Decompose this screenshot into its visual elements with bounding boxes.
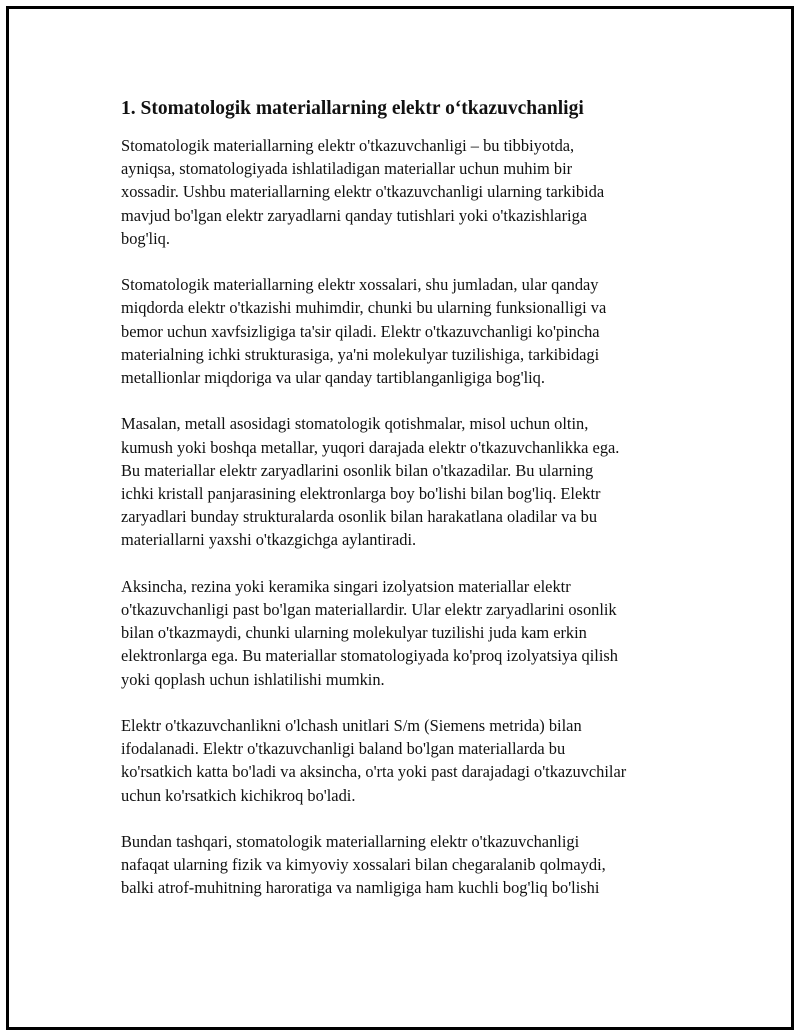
paragraph-line: metallionlar miqdoriga va ular qanday tartiblanganligiga bog'liq. bbox=[121, 368, 545, 388]
paragraph-line: ifodalanadi. Elektr o'tkazuvchanligi baland bo'lgan materiallarda bu bbox=[121, 739, 566, 759]
paragraph-line: kumush yoki boshqa metallar, yuqori darajada elektr o'tkazuvchanlikka ega. bbox=[121, 437, 620, 457]
paragraph-list bbox=[121, 134, 711, 900]
paragraph-line: balki atrof-muhitning haroratiga va namligiga ham kuchli bog'liq bo'lishi bbox=[121, 878, 600, 898]
paragraph-line: bilan o'tkazmaydi, chunki ularning molekulyar tuzilishi juda kam erkin bbox=[121, 623, 587, 643]
paragraph-line: Stomatologik materiallarning elektr o'tkazuvchanligi – bu tibbiyotda, bbox=[121, 136, 575, 155]
paragraph bbox=[121, 714, 711, 807]
paragraph bbox=[121, 412, 711, 551]
paragraph-line: Stomatologik materiallarning elektr xossalari, shu jumladan, ular qanday bbox=[121, 275, 599, 295]
paragraph-line: ko'rsatkich katta bo'ladi va aksincha, o'rta yoki past darajadagi o'tkazuvchilar bbox=[121, 762, 627, 782]
paragraph-line: materialning ichki strukturasiga, ya'ni molekulyar tuzilishiga, tarkibidagi bbox=[121, 344, 600, 364]
paragraph-line: Masalan, metall asosidagi stomatologik qotishmalar, misol uchun oltin, bbox=[121, 414, 589, 434]
paragraph-line: o'tkazuvchanligi past bo'lgan materiallardir. Ular elektr zaryadlarini osonlik bbox=[121, 600, 617, 620]
paragraph-line: Aksincha, rezina yoki keramika singari izolyatsion materiallar elektr bbox=[121, 576, 571, 596]
paragraph-line: bog'liq. bbox=[121, 228, 170, 248]
paragraph bbox=[121, 575, 711, 691]
paragraph-line: bemor uchun xavfsizligiga ta'sir qiladi. Elektr o'tkazuvchanligi ko'pincha bbox=[121, 321, 600, 341]
paragraph-line: miqdorda elektr o'tkazishi muhimdir, chunki bu ularning funksionalligi va bbox=[121, 298, 607, 318]
paragraph-line: Bu materiallar elektr zaryadlarini osonlik bilan o'tkazadilar. Bu ularning bbox=[121, 460, 594, 480]
paragraph-line: nafaqat ularning fizik va kimyoviy xossalari bilan chegaralanib qolmaydi, bbox=[121, 855, 606, 875]
paragraph-line: zaryadlari bunday strukturalarda osonlik bilan harakatlana oladilar va bu bbox=[121, 507, 598, 527]
paragraph-line: Elektr o'tkazuvchanlikni o'lchash unitlari S/m (Siemens metrida) bilan bbox=[121, 716, 582, 736]
paragraph-line: xossadir. Ushbu materiallarning elektr o'tkazuvchanligi ularning tarkibida bbox=[121, 182, 605, 202]
paragraph-line: ayniqsa, stomatologiyada ishlatiladigan materiallar uchun muhim bir bbox=[121, 159, 573, 179]
paragraph-line: ichki kristall panjarasining elektronlarga boy bo'lishi bilan bog'liq. Elektr bbox=[121, 484, 601, 504]
document-page bbox=[6, 6, 794, 1030]
paragraph bbox=[121, 134, 711, 250]
paragraph bbox=[121, 830, 711, 900]
paragraph-line: elektronlarga ega. Bu materiallar stomatologiyada ko'proq izolyatsiya qilish bbox=[121, 646, 618, 666]
paragraph-line: Bundan tashqari, stomatologik materiallarning elektr o'tkazuvchanligi bbox=[121, 832, 580, 852]
paragraph bbox=[121, 273, 711, 389]
section-heading: 1. Stomatologik materiallarning elektr o‘tkazuvchanligi bbox=[121, 98, 584, 119]
document-body bbox=[121, 97, 711, 923]
paragraph-line: mavjud bo'lgan elektr zaryadlarni qanday tutishlari yoki o'tkazishlariga bbox=[121, 205, 588, 225]
paragraph-line: yoki qoplash uchun ishlatilishi mumkin. bbox=[121, 669, 385, 689]
paragraph-line: uchun ko'rsatkich kichikroq bo'ladi. bbox=[121, 785, 356, 805]
paragraph-line: materiallarni yaxshi o'tkazgichga aylantiradi. bbox=[121, 530, 417, 550]
